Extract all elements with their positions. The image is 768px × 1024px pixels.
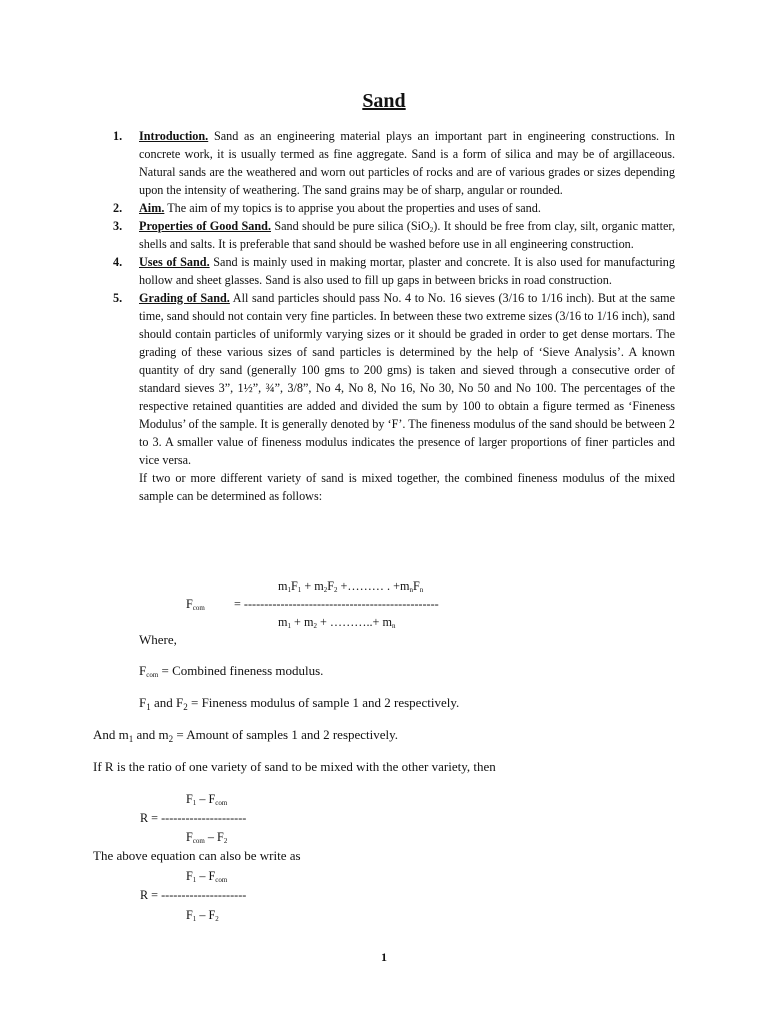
item-number: 1. [113, 129, 123, 143]
item-number: 2. [113, 201, 123, 215]
list-item-grading [105, 289, 675, 469]
item-text: Sand should be pure silica (SiO [271, 219, 430, 233]
formula3-numerator: $F_1 - F_{com}$ [186, 869, 228, 884]
item-text: ). It should be free from clay, silt, organic matter, shells and salts. It is preferable that sand should be washed before use in all engineering construction. [139, 219, 675, 251]
item-text: The aim of my topics is to apprise you about the properties and uses of sand. [164, 201, 541, 215]
item-number: 4. [113, 255, 123, 269]
list-item-properties [105, 217, 675, 253]
page-number: 1 [381, 950, 387, 964]
where-label: Where, [139, 632, 177, 647]
definition-f1-f2: $F_1$ and $F_2$ = Fineness modulus of sample 1 and 2 respectively. [139, 695, 460, 712]
subscript: 2 [429, 226, 434, 234]
item-text: Sand is mainly used in making mortar, plaster and concrete. It is also used for manufacturing hollow and sheet glasses. Sand is also used to fill up gaps in between bricks in road construction. [139, 255, 675, 287]
item-heading: Grading of Sand. [139, 291, 230, 305]
formula3-lhs: R = --------------------- [140, 888, 247, 902]
item-heading: Introduction. [139, 129, 209, 143]
formula1-denominator: $m_1 + m_2$ + ………..+ $m_n$ [278, 615, 396, 630]
formula1-fraction-bar: = ------------------------------------------------ [234, 597, 439, 611]
item-number: 5. [113, 291, 123, 305]
item-heading: Uses of Sand. [139, 255, 210, 269]
item-heading: Aim. [139, 201, 165, 215]
formula2-denominator: $F_{com} - F_2$ [186, 830, 228, 845]
continuation-paragraph: If two or more different variety of sand is mixed together, the combined fineness modulus of the mixed sample can be determined as follows: [139, 471, 675, 503]
item-heading: Properties of Good Sand. [139, 219, 271, 233]
formula1-lhs: $F_{com}$ [186, 597, 205, 612]
formula3-denominator: $F_1 - F_2$ [186, 908, 219, 923]
item-text: All sand particles should pass No. 4 to No. 16 sieves (3/16 to 1/16 inch). But at the same time, sand should not contain very fine particles. In between these two extreme sizes (3/16 to 1/16 inch), sand should contain particles of uniformly varying sizes or it should be graded in order to get dense mortars. The grading of these various sizes of sand particles is determined by the help of ‘Sieve Analysis’. A known quantity of dry sand (generally 100 gms to 200 gms) is taken and sieved through a consecutive order of standard sieves 3”, 1½”, ¾”, 3/8”, No 4, No 8, No 16, No 30, No 50 and No 100. The percentages of the respective retained quantities are added and divided the sum by 100 to obtain a figure termed as ‘Fineness Modulus’ of the sample. It is generally denoted by ‘F’. The fineness modulus of the sand should be between 2 to 3. A smaller value of fineness modulus indicates the presence of larger proportions of finer particles and vice versa. [139, 291, 675, 467]
numbered-list [105, 127, 675, 505]
item-number: 3. [113, 219, 123, 233]
ratio-paragraph: If R is the ratio of one variety of sand to be mixed with the other variety, then [93, 759, 496, 774]
formula2-numerator: $F_1 - F_{com}$ [186, 792, 228, 807]
list-item-uses [105, 253, 675, 289]
page-title: Sand [362, 90, 406, 112]
list-item-introduction [105, 127, 675, 199]
formula2-lhs: R = --------------------- [140, 811, 247, 825]
definition-m1-m2: And $m_1$ and $m_2$ = Amount of samples 1 and 2 respectively. [93, 727, 399, 744]
formula1-numerator: $m_1F_1 + m_2F_2$ +……… . $+m_nF_n$ [278, 579, 424, 594]
list-item-aim [105, 199, 675, 217]
item-text: Sand as an engineering material plays an important part in engineering constructions. In concrete work, it is usually termed as fine aggregate. Sand is a form of silica and may be of argillaceous. Natural sands are the weathered and worn out particles of rocks and are of various grades or sizes depending upon the intensity of weathering. The sand grains may be of sharp, angular or rounded. [139, 129, 675, 197]
above-equation-text: The above equation can also be write as [93, 848, 301, 863]
definition-fcom: $F_{com}$ = Combined fineness modulus. [139, 663, 324, 679]
